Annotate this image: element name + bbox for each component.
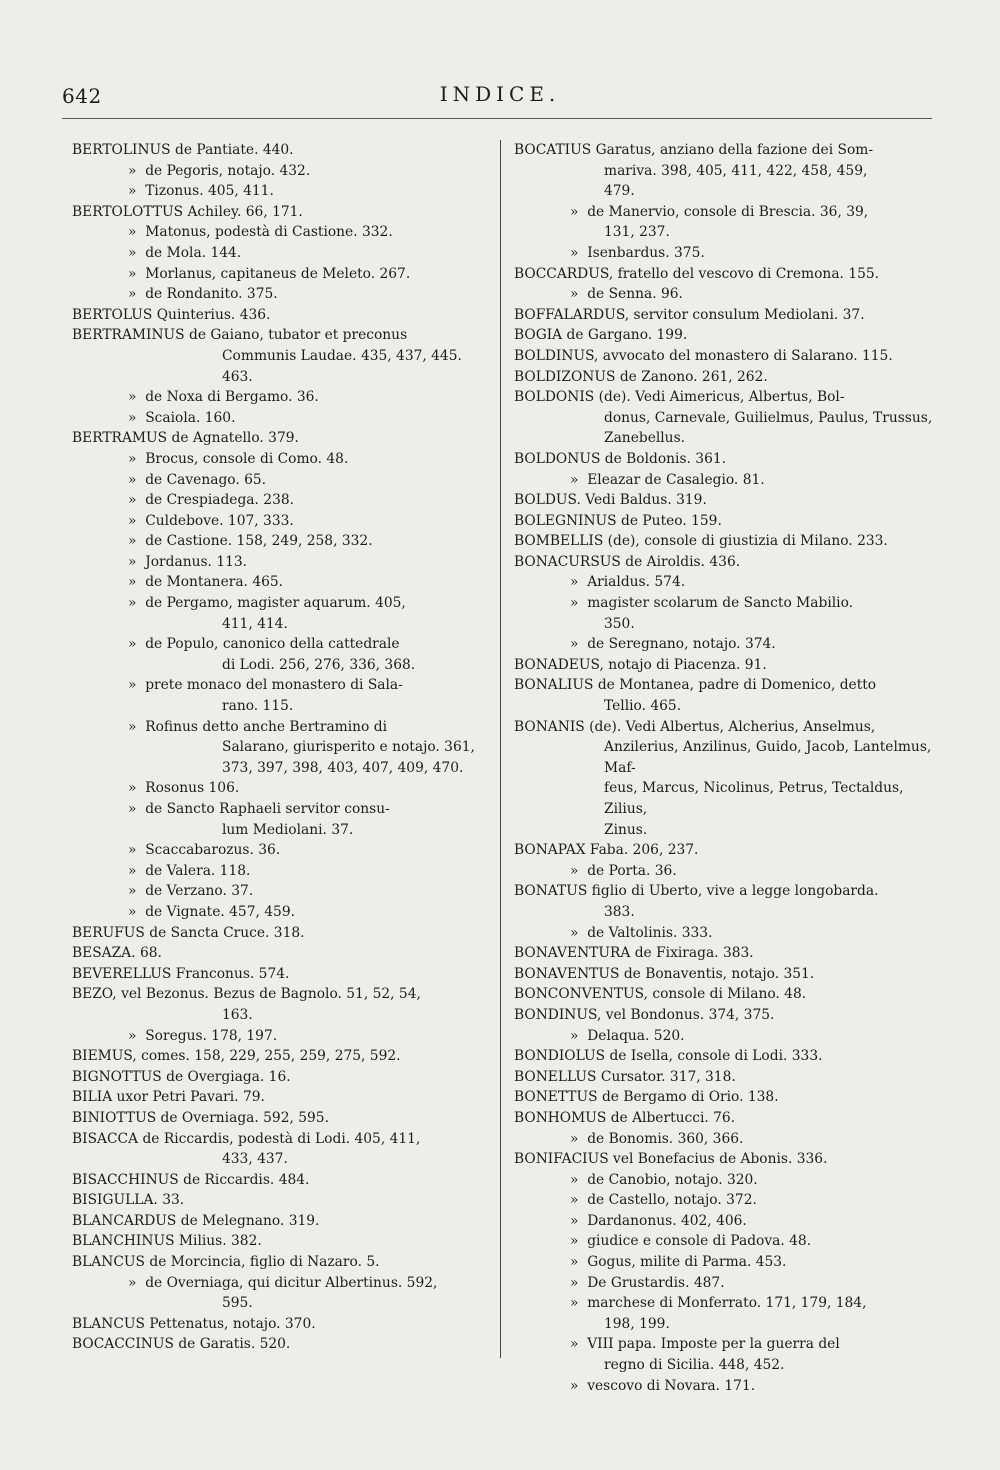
index-entry: » Rofinus detto anche Bertramino di	[128, 718, 387, 735]
index-entry: BIEMUS, comes. 158, 229, 255, 259, 275, 592.	[72, 1048, 401, 1065]
index-entry: Communis Laudae. 435, 437, 445.	[222, 347, 462, 364]
index-entry: BOCCARDUS, fratello del vescovo di Cremona. 155.	[514, 265, 880, 282]
index-entry: » Delaqua. 520.	[570, 1027, 685, 1044]
index-entry: » Morlanus, capitaneus de Meleto. 267.	[128, 265, 411, 282]
page-number: 642	[62, 84, 102, 108]
index-entry: BOCACCINUS de Garatis. 520.	[72, 1336, 291, 1353]
index-entry: » giudice e console di Padova. 48.	[570, 1233, 812, 1250]
index-entry: BOLDONIS (de). Vedi Aimericus, Albertus, Bol-	[514, 389, 845, 406]
index-entry: » Eleazar de Casalegio. 81.	[570, 471, 765, 488]
index-entry: » de Overniaga, qui dicitur Albertinus. 592,	[128, 1274, 438, 1291]
index-entry: » Scaccabarozus. 36.	[128, 842, 281, 859]
index-entry: 463.	[222, 368, 253, 385]
index-entry: » Dardanonus. 402, 406.	[570, 1212, 747, 1229]
index-entry: » de Mola. 144.	[128, 244, 242, 261]
right-index-column	[514, 140, 934, 1396]
index-entry: BONAVENTURA de Fixiraga. 383.	[514, 945, 754, 962]
index-entry: BERTOLOTTUS Achiley. 66, 171.	[72, 203, 303, 220]
index-entry: rano. 115.	[222, 698, 294, 715]
index-entry: » de Cavenago. 65.	[128, 471, 267, 488]
index-entry: BISIGULLA. 33.	[72, 1192, 185, 1209]
index-entry: BONATUS figlio di Uberto, vive a legge longobarda.	[514, 883, 879, 900]
index-entry: BONELLUS Cursator. 317, 318.	[514, 1068, 736, 1085]
index-entry: 131, 237.	[604, 224, 670, 241]
index-entry: BERUFUS de Sancta Cruce. 318.	[72, 924, 305, 941]
index-entry: BERTRAMINUS de Gaiano, tubator et preconus	[72, 327, 408, 344]
index-entry: di Lodi. 256, 276, 336, 368.	[222, 656, 416, 673]
index-entry: BERTOLUS Quinterius. 436.	[72, 306, 271, 323]
index-entry: » de Verzano. 37.	[128, 883, 254, 900]
index-entry: feus, Marcus, Nicolinus, Petrus, Tectaldus, Zilius,	[604, 780, 908, 817]
index-entry: BONCONVENTUS, console di Milano. 48.	[514, 986, 807, 1003]
index-entry: BOLEGNINUS de Puteo. 159.	[514, 512, 722, 529]
index-entry: » Jordanus. 113.	[128, 553, 248, 570]
index-entry: BONAPAX Faba. 206, 237.	[514, 842, 699, 859]
index-entry: BLANCUS de Morcincia, figlio di Nazaro. 5.	[72, 1254, 380, 1271]
index-entry: BISACCHINUS de Riccardis. 484.	[72, 1171, 310, 1188]
index-entry: » de Castello, notajo. 372.	[570, 1192, 757, 1209]
index-entry: BLANCUS Pettenatus, notajo. 370.	[72, 1315, 316, 1332]
index-entry: 479.	[604, 183, 635, 200]
column-divider	[500, 140, 501, 1358]
index-entry: BOLDIZONUS de Zanono. 261, 262.	[514, 368, 768, 385]
index-entry: » de Pegoris, notajo. 432.	[128, 162, 311, 179]
index-entry: » De Grustardis. 487.	[570, 1274, 725, 1291]
running-head: INDICE.	[439, 82, 561, 106]
index-entry: » de Sancto Raphaeli servitor consu-	[128, 801, 390, 817]
index-entry: » de Noxa di Bergamo. 36.	[128, 389, 319, 406]
index-entry: » de Porta. 36.	[570, 862, 677, 879]
index-entry: » Scaiola. 160.	[128, 409, 236, 426]
index-entry: mariva. 398, 405, 411, 422, 458, 459,	[604, 162, 868, 179]
index-entry: » Arialdus. 574.	[570, 574, 686, 591]
index-entry: 433, 437.	[222, 1151, 288, 1168]
index-entry: 350.	[604, 615, 635, 632]
index-entry: » marchese di Monferrato. 171, 179, 184,	[570, 1295, 867, 1312]
index-entry: » Soregus. 178, 197.	[128, 1027, 278, 1044]
index-entry: BOCATIUS Garatus, anziano della fazione dei Som-	[514, 142, 874, 158]
index-entry: » de Vignate. 457, 459.	[128, 903, 295, 920]
index-entry: BEVERELLUS Franconus. 574.	[72, 965, 290, 982]
index-entry: 595.	[222, 1295, 253, 1312]
index-entry: lum Mediolani. 37.	[222, 821, 354, 838]
index-entry: » magister scolarum de Sancto Mabilio.	[570, 595, 854, 612]
index-entry: BLANCHINUS Milius. 382.	[72, 1233, 262, 1250]
index-entry: BOLDONUS de Boldonis. 361.	[514, 450, 727, 467]
index-entry: BOMBELLIS (de), console di giustizia di Milano. 233.	[514, 533, 888, 550]
header-rule	[62, 118, 932, 119]
index-entry: BILIA uxor Petri Pavari. 79.	[72, 1089, 265, 1106]
index-entry: Zinus.	[604, 821, 648, 838]
index-entry: BONAVENTUS de Bonaventis, notajo. 351.	[514, 965, 815, 982]
index-entry: » Gogus, milite di Parma. 453.	[570, 1254, 787, 1271]
index-entry: » de Montanera. 465.	[128, 574, 284, 591]
index-entry: » Tizonus. 405, 411.	[128, 183, 274, 200]
index-entry: BIGNOTTUS de Overgiaga. 16.	[72, 1068, 291, 1085]
index-entry: regno di Sicilia. 448, 452.	[604, 1357, 785, 1374]
index-entry: BESAZA. 68.	[72, 945, 162, 962]
index-entry: Tellio. 465.	[604, 698, 682, 715]
index-entry: » de Senna. 96.	[570, 286, 683, 303]
index-entry: » de Pergamo, magister aquarum. 405,	[128, 595, 406, 612]
index-entry: BOLDINUS, avvocato del monastero di Salarano. 115.	[514, 347, 893, 364]
index-entry: » de Populo, canonico della cattedrale	[128, 636, 400, 653]
index-entry: » de Valtolinis. 333.	[570, 924, 713, 941]
index-entry: » Brocus, console di Como. 48.	[128, 450, 349, 467]
index-entry: Salarano, giurisperito e notajo. 361,	[222, 739, 475, 756]
index-entry: » de Bonomis. 360, 366.	[570, 1130, 744, 1147]
index-entry: BLANCARDUS de Melegnano. 319.	[72, 1212, 320, 1229]
index-entry: BONADEUS, notajo di Piacenza. 91.	[514, 656, 767, 673]
index-entry: BERTRAMUS de Agnatello. 379.	[72, 430, 299, 447]
index-entry: » Culdebove. 107, 333.	[128, 512, 294, 529]
index-entry: 198, 199.	[604, 1315, 670, 1332]
index-entry: » vescovo di Novara. 171.	[570, 1377, 756, 1394]
index-entry: BONDINUS, vel Bondonus. 374, 375.	[514, 1006, 775, 1023]
index-entry: BONHOMUS de Albertucci. 76.	[514, 1109, 736, 1126]
left-index-column	[72, 140, 480, 1355]
index-entry: » de Castione. 158, 249, 258, 332.	[128, 533, 373, 550]
index-entry: » de Crespiadega. 238.	[128, 492, 295, 509]
index-entry: BONETTUS de Bergamo di Orio. 138.	[514, 1089, 779, 1106]
index-entry: BONALIUS de Montanea, padre di Domenico, detto	[514, 677, 877, 694]
index-entry: Anzilerius, Anzilinus, Guido, Jacob, Lantelmus, Maf-	[604, 739, 936, 776]
index-entry: BOFFALARDUS, servitor consulum Mediolani. 37.	[514, 306, 865, 323]
index-entry: BONDIOLUS de Isella, console di Lodi. 333.	[514, 1048, 823, 1065]
index-entry: 373, 397, 398, 403, 407, 409, 470.	[222, 759, 464, 776]
index-entry: BINIOTTUS de Overniaga. 592, 595.	[72, 1109, 329, 1126]
index-entry: » de Valera. 118.	[128, 862, 251, 879]
index-entry: BERTOLINUS de Pantiate. 440.	[72, 142, 294, 158]
index-entry: » Rosonus 106.	[128, 780, 240, 797]
index-entry: » prete monaco del monastero di Sala-	[128, 677, 403, 694]
index-entry: donus, Carnevale, Guilielmus, Paulus, Trussus,	[604, 409, 933, 426]
index-entry: 411, 414.	[222, 615, 288, 632]
index-entry: Zanebellus.	[604, 430, 686, 447]
index-entry: 163.	[222, 1006, 253, 1023]
index-entry: BONIFACIUS vel Bonefacius de Abonis. 336.	[514, 1151, 828, 1168]
index-entry: BEZO, vel Bezonus. Bezus de Bagnolo. 51, 52, 54,	[72, 986, 421, 1003]
index-entry: » de Canobio, notajo. 320.	[570, 1171, 758, 1188]
index-entry: » de Rondanito. 375.	[128, 286, 278, 303]
index-entry: BONANIS (de). Vedi Albertus, Alcherius, Anselmus,	[514, 718, 876, 735]
index-entry: BOGIA de Gargano. 199.	[514, 327, 688, 344]
index-entry: BOLDUS. Vedi Baldus. 319.	[514, 492, 707, 509]
index-entry: » VIII papa. Imposte per la guerra del	[570, 1336, 840, 1353]
index-entry: BISACCA de Riccardis, podestà di Lodi. 405, 411,	[72, 1130, 421, 1147]
index-entry: » de Seregnano, notajo. 374.	[570, 636, 776, 653]
index-entry: » Matonus, podestà di Castione. 332.	[128, 224, 393, 241]
index-entry: » de Manervio, console di Brescia. 36, 39,	[570, 203, 869, 220]
index-entry: BONACURSUS de Airoldis. 436.	[514, 553, 741, 570]
index-entry: 383.	[604, 903, 635, 920]
index-entry: » Isenbardus. 375.	[570, 244, 705, 261]
